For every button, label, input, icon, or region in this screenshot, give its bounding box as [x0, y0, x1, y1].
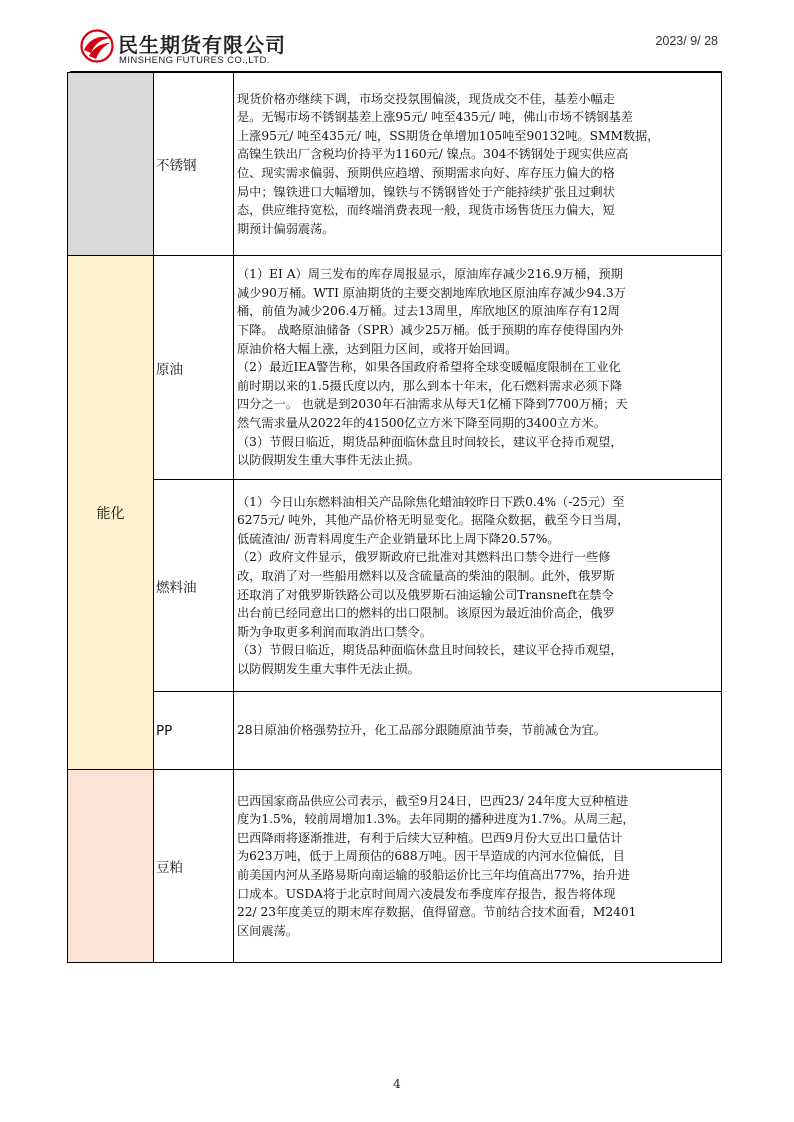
commodity-commentary: [234, 692, 722, 770]
table-row: [68, 770, 722, 963]
commodity-commentary: [234, 770, 722, 963]
commentary-line: 上涨95元/ 吨至435元/ 吨，SS期货仓单增加105吨至90132吨。SMM数据，: [237, 128, 660, 143]
commentary-line: 区间震荡。: [237, 923, 298, 938]
commentary-line: 巴西国家商品供应公司表示，截至9月24日，巴西23/ 24年度大豆种植进: [237, 793, 629, 808]
table-row: [68, 256, 722, 480]
report-date: 2023/ 9/ 28: [655, 34, 718, 48]
commentary-line: （3）节假日临近，期货品种面临休盘且时间较长，建议平仓持币观望，: [237, 434, 623, 449]
commentary-line: 还取消了对俄罗斯铁路公司以及俄罗斯石油运输公司Transneft在禁令: [237, 587, 614, 602]
commentary-line: 高镍生铁出厂含税均价持平为1160元/ 镍点。304不锈钢处于现实供应高: [237, 147, 629, 162]
company-name-en: MINSHENG FUTURES CO.,LTD.: [119, 55, 270, 66]
commentary-line: 以防假期发生重大事件无法止损。: [237, 453, 420, 468]
commodity-name-fuel-oil: 燃料油: [154, 480, 234, 692]
commentary-line: 度为1.5%，较前周增加1.3%。去年同期的播种进度为1.7%。从周三起，: [237, 812, 635, 827]
commentary-line: 为623万吨，低于上周预估的688万吨。因干旱造成的内河水位偏低，目: [237, 849, 625, 864]
commentary-line: 巴西降雨将逐渐推进，有利于后续大豆种植。巴西9月份大豆出口量估计: [237, 830, 623, 845]
commentary-line: 四分之一。 也就是到2030年石油需求从每天1亿桶下降到7700万桶；天: [237, 397, 628, 412]
commentary-line: 是。无锡市场不锈钢基差上涨95元/ 吨至435元/ 吨，佛山市场不锈钢基差: [237, 110, 633, 125]
commentary-line: 出台前已经同意出口的燃料的出口限制。该原因为最近油价高企，俄罗: [237, 606, 615, 621]
commodity-name-stainless-steel: 不锈钢: [154, 73, 234, 256]
commentary-line: 22/ 23年度美豆的期末库存数据，值得留意。节前结合技术面看，M2401: [237, 905, 637, 920]
minsheng-logo-icon: [80, 29, 114, 63]
table-row: [68, 73, 722, 256]
commentary-line: （1）今日山东燃料油相关产品除焦化蜡油较昨日下跌0.4%（-25元）至: [237, 494, 625, 509]
commentary-line: 低硫渣油/ 沥青料周度生产企业销量环比上周下降20.57%。: [237, 531, 560, 546]
commentary-line: 原油价格大幅上涨，达到阻力区间，或将开始回调。: [237, 341, 518, 356]
commentary-line: 现货价格亦继续下调，市场交投氛围偏淡，现货成交不佳，基差小幅走: [237, 91, 615, 106]
commentary-line: 6275元/ 吨外，其他产品价格无明显变化。据隆众数据，截至今日当周，: [237, 513, 630, 528]
commentary-line: 前时期以来的1.5摄氏度以内，那么到本十年末，化石燃料需求必须下降: [237, 378, 623, 393]
commodity-commentary: [234, 73, 722, 256]
commentary-line: 下降。 战略原油储备（SPR）减少25万桶。低于预期的库存使得国内外: [237, 323, 624, 338]
commodity-commentary: [234, 480, 722, 692]
commodity-name-crude-oil: 原油: [154, 256, 234, 480]
commentary-line: 前美国内河从圣路易斯向南运输的驳船运价比三年均值高出77%，抬升进: [237, 868, 630, 882]
commentary-line: 减少90万桶。WTI 原油期货的主要交割地库欣地区原油库存减少94.3万: [237, 285, 626, 300]
commodity-name-soybean-meal: 豆粕: [154, 770, 234, 963]
commentary-line: （1）EI A）周三发布的库存周报显示，原油库存减少216.9万桶，预期: [237, 267, 623, 282]
commentary-line: 局中；镍铁进口大幅增加，镍铁与不锈钢皆处于产能持续扩张且过剩状: [237, 184, 615, 199]
commentary-line: 口成本。USDA将于北京时间周六凌晨发布季度库存报告，报告将体现: [237, 886, 616, 901]
commentary-line: 期预计偏弱震荡。: [237, 221, 335, 236]
commentary-line: 以防假期发生重大事件无法止损。: [237, 661, 420, 676]
commentary-line: 桶，前值为减少206.4万桶。过去13周里，库欣地区的原油库存有12周: [237, 304, 620, 319]
commentary-line: （3）节假日临近，期货品种面临休盘且时间较长，建议平仓持币观望，: [237, 643, 623, 658]
page-number: 4: [393, 1077, 401, 1091]
commodity-table: [67, 72, 722, 963]
commodity-commentary: [234, 256, 722, 480]
commodity-name-pp: PP: [154, 692, 234, 770]
commentary-line: 然气需求量从2022年的41500亿立方米下降至同期的3400立方米。: [237, 415, 606, 430]
company-name-cn: 民生期货有限公司: [118, 33, 286, 57]
table-row: [68, 480, 722, 692]
category-cell: [68, 770, 154, 963]
commentary-line: （2）政府文件显示，俄罗斯政府已批准对其燃料出口禁令进行一些修: [237, 550, 611, 565]
commentary-line: 28日原油价格强势拉升，化工品部分跟随原油节奏，节前减仓为宜。: [237, 723, 606, 738]
table-row: [68, 692, 722, 770]
commentary-line: 位、现实需求偏弱、预期供应趋增、预期需求向好、库存压力偏大的格: [237, 166, 615, 180]
commentary-line: 态，供应维持宽松，而终端消费表现一般，现货市场售货压力偏大，短: [237, 203, 615, 218]
commentary-line: 改，取消了对一些船用燃料以及含硫量高的柴油的限制。此外，俄罗斯: [237, 568, 615, 583]
category-cell-energy-chemical: 能化: [68, 256, 154, 770]
commentary-line: （2）最近IEA警告称，如果各国政府希望将全球变暖幅度限制在工业化: [237, 360, 621, 375]
category-cell: [68, 73, 154, 256]
commentary-line: 斯为争取更多利润而取消出口禁令。: [237, 624, 432, 639]
page-header: [0, 0, 794, 70]
